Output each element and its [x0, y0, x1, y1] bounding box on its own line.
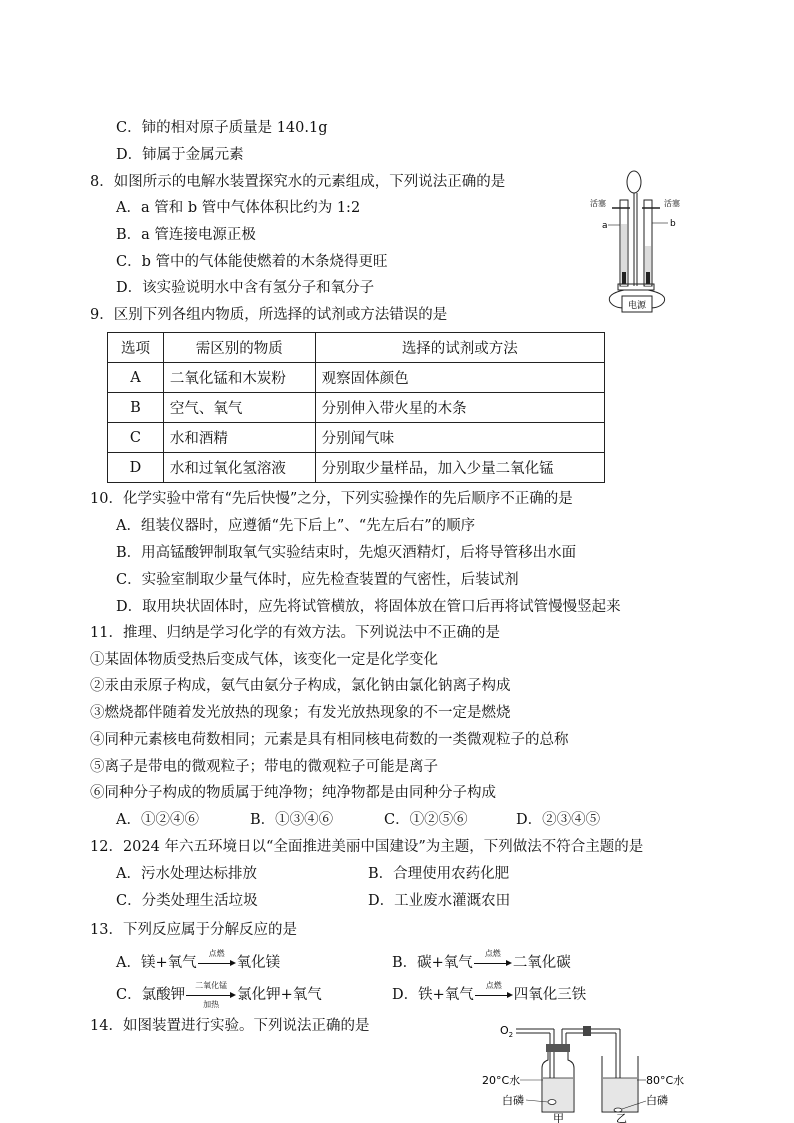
- q11-statement-5: ⑤离子是带电的微观粒子；带电的微观粒子可能是离子: [90, 759, 438, 775]
- valve-left-label: 活塞: [590, 199, 606, 208]
- table-cell: 分别闻气味: [315, 423, 604, 453]
- products: 氧化镁: [236, 955, 281, 971]
- table-cell: D: [108, 453, 164, 483]
- table-header-cell: 选项: [108, 333, 164, 363]
- reaction-arrow: [474, 949, 512, 970]
- q11-option-d: D．②③④⑤: [516, 812, 601, 828]
- reaction-arrow: [198, 949, 236, 970]
- q13-option-c: [116, 981, 322, 1009]
- table-header-cell: 选择的试剂或方法: [315, 333, 604, 363]
- table-cell: 观察固体颜色: [315, 363, 604, 393]
- table-header-row: [108, 333, 605, 363]
- q11-option-a: A．①②④⑥: [116, 812, 199, 828]
- q13-stem: 13．下列反应属于分解反应的是: [90, 922, 297, 938]
- tube-b-label: b: [670, 219, 676, 229]
- table-row: [108, 453, 605, 483]
- q13-option-a: [116, 949, 281, 973]
- flask-jia-label: 甲: [553, 1112, 564, 1123]
- q11-statement-6: ⑥同种分子构成的物质属于纯净物；纯净物都是由同种分子构成: [90, 785, 496, 801]
- white-phosphorus-left-label: 白磷: [502, 1094, 524, 1107]
- q11-statement-4: ④同种元素核电荷数相同；元素是具有相同核电荷数的一类微观粒子的总称: [90, 732, 569, 748]
- condition-label: 点燃: [484, 949, 501, 958]
- q9-options-table: [107, 332, 605, 483]
- products: 氯化钾+氧气: [237, 987, 322, 1003]
- q12-option-c: C．分类处理生活垃圾: [116, 893, 258, 909]
- q8-option-d: D．该实验说明水中含有氢分子和氧分子: [116, 280, 375, 296]
- reaction-arrow: [475, 981, 513, 1002]
- products: 二氧化碳: [512, 955, 571, 971]
- reactants: C．氯酸钾: [116, 987, 186, 1003]
- q8-option-a: A．a 管和 b 管中气体体积比约为 1:2: [116, 200, 361, 216]
- table-cell: 水和过氧化氢溶液: [163, 453, 315, 483]
- table-row: [108, 363, 605, 393]
- table-header-cell: 需区别的物质: [163, 333, 315, 363]
- q12-option-b: B．合理使用农药化肥: [368, 866, 510, 882]
- q11-stem: 11．推理、归纳是学习化学的有效方法。下列说法中不正确的是: [90, 625, 500, 641]
- q9-stem: 9．区别下列各组内物质，所选择的试剂或方法错误的是: [90, 307, 448, 323]
- q11-option-c: C．①②⑤⑥: [384, 812, 468, 828]
- q11-statement-3: ③燃烧都伴随着发光放热的现象；有发光放热现象的不一定是燃烧: [90, 705, 511, 721]
- table-cell: B: [108, 393, 164, 423]
- table-cell: C: [108, 423, 164, 453]
- q10-option-b: B．用高锰酸钾制取氧气实验结束时，先熄灭酒精灯，后将导管移出水面: [116, 545, 577, 561]
- q10-option-a: A．组装仪器时，应遵循“先下后上”、“先左后右”的顺序: [116, 518, 476, 534]
- table-cell: 分别伸入带火星的木条: [315, 393, 604, 423]
- white-phosphorus-right-label: 白磷: [646, 1094, 668, 1107]
- reactants: A．镁+氧气: [116, 955, 197, 971]
- q13-option-b: [392, 949, 571, 973]
- beaker-yi-label: 乙: [616, 1112, 627, 1123]
- products: 四氧化三铁: [513, 987, 587, 1003]
- table-cell: 二氧化锰和木炭粉: [163, 363, 315, 393]
- table-cell: A: [108, 363, 164, 393]
- condition-label: 点燃: [208, 949, 225, 958]
- tube-a-label: a: [602, 221, 608, 231]
- q10-option-d: D．取用块状固体时，应先将试管横放，将固体放在管口后再将试管慢慢竖起来: [116, 599, 621, 615]
- q11-statement-2: ②汞由汞原子构成，氨气由氨分子构成，氯化钠由氯化钠离子构成: [90, 678, 511, 694]
- table-cell: 水和酒精: [163, 423, 315, 453]
- q13-option-d: [392, 981, 587, 1005]
- q12-option-d: D．工业废水灌溉农田: [368, 893, 511, 909]
- q12-option-a: A．污水处理达标排放: [116, 866, 257, 882]
- q8-stem: 8．如图所示的电解水装置探究水的元素组成，下列说法正确的是: [90, 174, 506, 190]
- q8-option-b: B．a 管连接电源正极: [116, 227, 256, 243]
- table-row: [108, 393, 605, 423]
- condition-label: 二氧化锰: [195, 981, 228, 990]
- table-row: [108, 423, 605, 453]
- q10-option-c: C．实验室制取少量气体时，应先检查装置的气密性，后装试剂: [116, 572, 519, 588]
- reaction-arrow: [186, 981, 236, 1009]
- reactants: D．铁+氧气: [392, 987, 474, 1003]
- q7-option-d: D．铈属于金属元素: [116, 147, 244, 163]
- q14-stem: 14．如图装置进行实验。下列说法正确的是: [90, 1018, 370, 1034]
- q11-statement-1: ①某固体物质受热后变成气体，该变化一定是化学变化: [90, 652, 438, 668]
- q10-stem: 10．化学实验中常有“先后快慢”之分，下列实验操作的先后顺序不正确的是: [90, 491, 573, 507]
- reactants: B．碳+氧气: [392, 955, 473, 971]
- q12-stem: 12．2024 年六五环境日以“全面推进美丽中国建设”为主题，下列做法不符合主题的是: [90, 839, 644, 855]
- table-cell: 空气、氧气: [163, 393, 315, 423]
- water-80c-label: 80°C水: [646, 1074, 685, 1087]
- oxygen-label: $O_2$: [500, 1024, 514, 1039]
- table-cell: 分别取少量样品，加入少量二氧化锰: [315, 453, 604, 483]
- condition-label: 点燃: [485, 981, 502, 990]
- q11-option-b: B．①③④⑥: [250, 812, 334, 828]
- valve-right-label: 活塞: [664, 199, 680, 208]
- q7-option-c: C．铈的相对原子质量是 140.1g: [116, 120, 328, 136]
- water-20c-label: 20°C水: [482, 1074, 521, 1087]
- electrolysis-apparatus-figure: [588, 168, 700, 314]
- q8-option-c: C．b 管中的气体能使燃着的木条烧得更旺: [116, 254, 388, 270]
- condition-label-bottom: 加热: [203, 1000, 220, 1009]
- phosphorus-experiment-figure: [480, 1016, 692, 1123]
- power-label: 电源: [627, 301, 647, 311]
